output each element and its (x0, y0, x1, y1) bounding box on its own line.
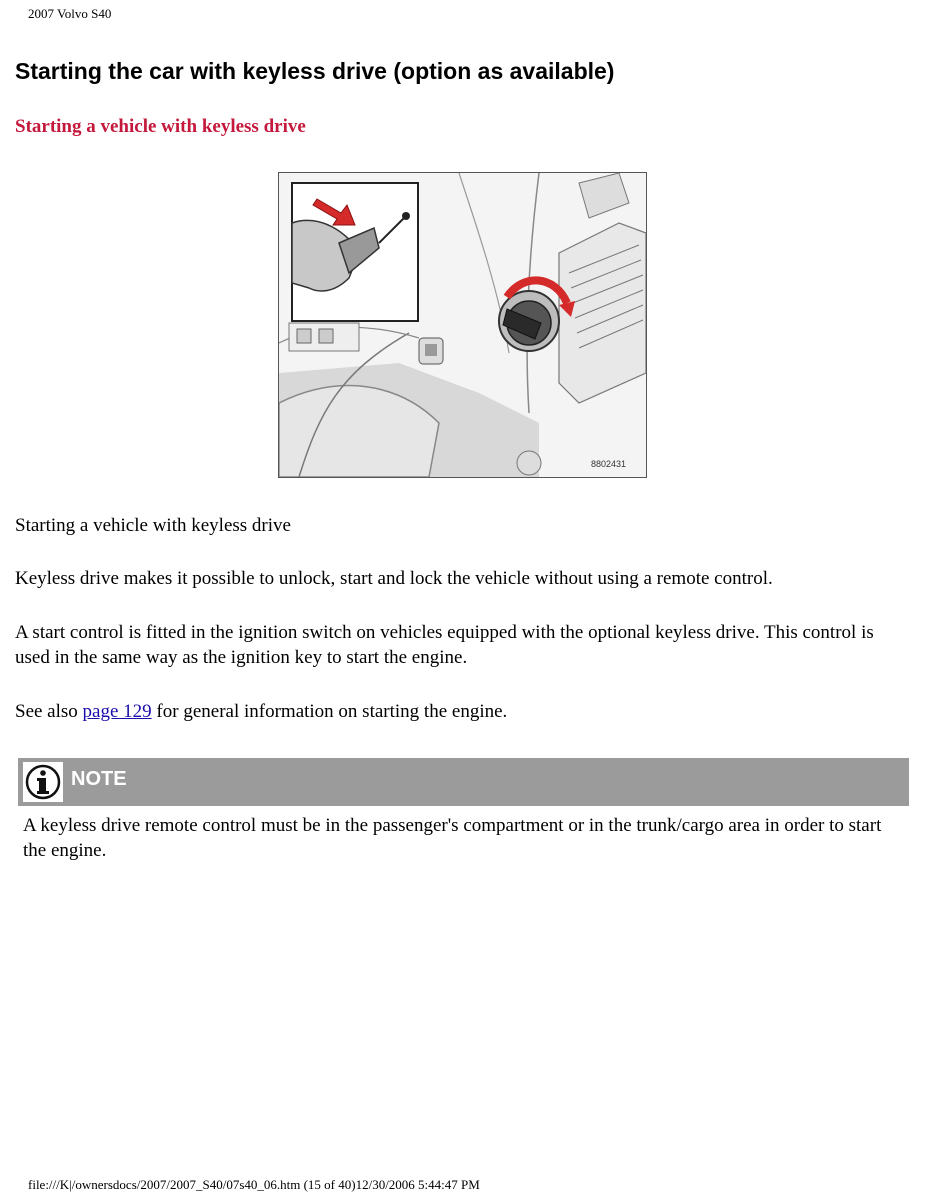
keyless-start-illustration (278, 172, 647, 478)
page-title: Starting the car with keyless drive (option as available) (15, 58, 615, 84)
paragraph-start-control: A start control is fitted in the ignition switch on vehicles equipped with the optional keyless drive. This control is used in the same way as the ignition key to start the engine. (15, 622, 874, 668)
note-label: NOTE (71, 768, 127, 790)
figure-code: 8802431 (591, 459, 627, 469)
paragraph-see-also (15, 699, 895, 724)
see-also-prefix: See also (15, 701, 83, 722)
info-icon (23, 762, 63, 802)
figure-caption: Starting a vehicle with keyless drive (15, 515, 291, 536)
note-banner (18, 758, 909, 806)
page-footer: file:///K|/ownersdocs/2007/2007_S40/07s40_06.htm (15 of 40)12/30/2006 5:44:47 PM (28, 1177, 480, 1192)
section-subtitle: Starting a vehicle with keyless drive (15, 116, 306, 137)
page-129-link[interactable]: page 129 (82, 701, 152, 722)
see-also-suffix: for general information on starting the engine. (151, 701, 508, 722)
paragraph-keyless-intro: Keyless drive makes it possible to unlock, start and lock the vehicle without using a remote control. (15, 568, 773, 589)
page-header: 2007 Volvo S40 (28, 6, 112, 21)
note-text: A keyless drive remote control must be in the passenger's compartment or in the trunk/cargo area in order to start the engine. (23, 815, 882, 861)
